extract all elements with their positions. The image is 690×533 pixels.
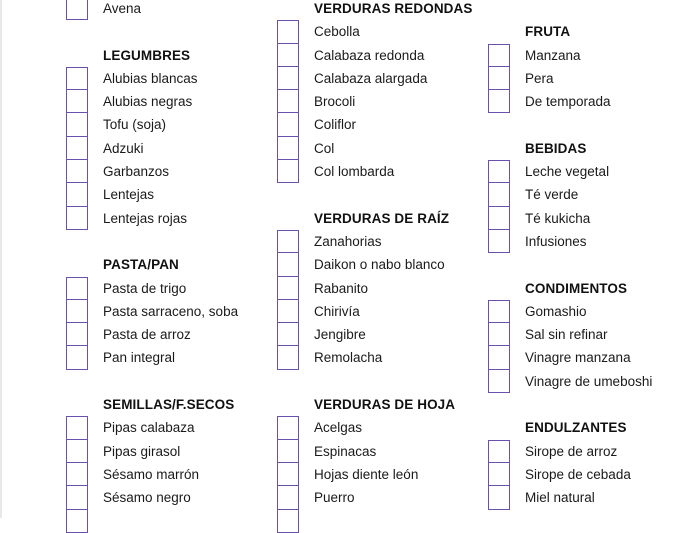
checkbox[interactable]	[277, 90, 299, 113]
item-label: Pan integral	[103, 350, 176, 366]
column-1	[66, 0, 238, 533]
item-label: Calabaza alargada	[314, 70, 428, 86]
list-item[interactable]	[488, 323, 652, 346]
checkbox[interactable]	[488, 230, 510, 253]
checkbox[interactable]	[66, 183, 88, 206]
list-item[interactable]	[66, 113, 238, 136]
list-item[interactable]	[488, 67, 652, 90]
item-label: Sésamo negro	[103, 490, 191, 506]
list-item[interactable]	[277, 300, 472, 323]
list-item[interactable]	[66, 440, 238, 463]
section-title: FRUTA	[525, 24, 571, 40]
item-label: Acelgas	[314, 420, 363, 436]
checkbox[interactable]	[66, 300, 88, 323]
checkbox[interactable]	[66, 137, 88, 160]
item-label: Coliflor	[314, 117, 357, 133]
list-item[interactable]	[277, 463, 472, 486]
list-item[interactable]	[66, 67, 238, 90]
list-item[interactable]	[277, 323, 472, 346]
item-label: Col	[314, 140, 335, 156]
list-item[interactable]	[66, 323, 238, 346]
item-label: Sésamo marrón	[103, 466, 200, 482]
item-label: Miel natural	[525, 490, 595, 506]
list-item[interactable]	[277, 20, 472, 43]
list-item[interactable]	[277, 510, 472, 533]
item-label: Remolacha	[314, 350, 383, 366]
checkbox[interactable]	[66, 486, 88, 509]
checkbox[interactable]	[277, 253, 299, 276]
item-label: Manzana	[525, 47, 581, 63]
list-item[interactable]	[277, 346, 472, 369]
checkbox[interactable]	[488, 346, 510, 369]
item-label: Lentejas	[103, 187, 155, 203]
section-title: VERDURAS DE HOJA	[314, 397, 456, 413]
list-item[interactable]	[66, 207, 238, 230]
item-label: Gomashio	[525, 303, 587, 319]
item-label: Pasta de trigo	[103, 280, 187, 296]
list-item[interactable]	[488, 207, 652, 230]
checkbox[interactable]	[277, 323, 299, 346]
checkbox[interactable]	[277, 67, 299, 90]
item-label: Espinacas	[314, 443, 377, 459]
list-item[interactable]	[277, 67, 472, 90]
item-label: Sirope de cebada	[525, 466, 631, 482]
list-item[interactable]	[277, 277, 472, 300]
item-label: Sirope de arroz	[525, 443, 618, 459]
section-title: VERDURAS DE RAÍZ	[314, 210, 450, 226]
item-label: Leche vegetal	[525, 164, 610, 180]
item-label: Rabanito	[314, 280, 369, 296]
list-item[interactable]	[66, 160, 238, 183]
list-item[interactable]	[277, 440, 472, 463]
list-item[interactable]	[488, 183, 652, 206]
item-label: Alubias negras	[103, 94, 193, 110]
item-label	[88, 510, 103, 533]
item-label: Cebolla	[314, 24, 360, 40]
checkbox[interactable]	[66, 416, 88, 439]
item-label: Chirivía	[314, 303, 360, 319]
section-title: PASTA/PAN	[103, 257, 179, 273]
item-label: De temporada	[525, 94, 611, 110]
list-item[interactable]	[277, 113, 472, 136]
item-label	[299, 510, 314, 533]
checkbox[interactable]	[488, 463, 510, 486]
list-item[interactable]	[277, 416, 472, 439]
item-label: Puerro	[314, 490, 355, 506]
item-label: Lentejas rojas	[103, 210, 188, 226]
checkbox[interactable]	[277, 277, 299, 300]
checkbox[interactable]	[488, 160, 510, 183]
list-item[interactable]	[277, 230, 472, 253]
checkbox[interactable]	[277, 44, 299, 67]
checkbox[interactable]	[488, 207, 510, 230]
checkbox[interactable]	[66, 113, 88, 136]
checkbox[interactable]	[277, 230, 299, 253]
list-item[interactable]	[488, 370, 652, 393]
item-label: Vinagre manzana	[525, 350, 631, 366]
checkbox[interactable]	[488, 440, 510, 463]
checkbox[interactable]	[66, 90, 88, 113]
item-label: Infusiones	[525, 233, 587, 249]
checkbox[interactable]	[277, 113, 299, 136]
list-item[interactable]	[277, 253, 472, 276]
checkbox[interactable]	[277, 416, 299, 439]
checkbox[interactable]	[488, 370, 510, 393]
checkbox[interactable]	[66, 440, 88, 463]
item-label: Garbanzos	[103, 164, 170, 180]
item-label: Pipas girasol	[103, 443, 181, 459]
section-title: ENDULZANTES	[525, 420, 627, 436]
list-item[interactable]	[488, 346, 652, 369]
checkbox[interactable]	[66, 346, 88, 369]
list-item[interactable]	[488, 230, 652, 253]
item-label: Hojas diente león	[314, 466, 419, 482]
list-item[interactable]	[488, 486, 652, 509]
section-title: CONDIMENTOS	[525, 280, 628, 296]
checkbox[interactable]	[277, 160, 299, 183]
item-label: Sal sin refinar	[525, 327, 608, 343]
checkbox[interactable]	[488, 300, 510, 323]
section-title: BEBIDAS	[525, 140, 587, 156]
item-label: Alubias blancas	[103, 70, 198, 86]
list-item[interactable]	[488, 300, 652, 323]
list-item[interactable]	[66, 300, 238, 323]
checkbox[interactable]	[66, 323, 88, 346]
section-title: LEGUMBRES	[103, 47, 191, 63]
checkbox[interactable]	[66, 67, 88, 90]
list-item[interactable]	[488, 44, 652, 67]
page-edge	[0, 0, 2, 518]
item-label: Té verde	[525, 187, 579, 203]
list-item[interactable]	[66, 90, 238, 113]
checkbox[interactable]	[66, 463, 88, 486]
checkbox[interactable]	[277, 486, 299, 509]
list-item[interactable]	[277, 44, 472, 67]
item-label: Daikon o nabo blanco	[314, 257, 445, 273]
list-item[interactable]	[66, 486, 238, 509]
checkbox[interactable]	[66, 0, 88, 20]
item-label: Té kukicha	[525, 210, 591, 226]
list-item[interactable]	[277, 486, 472, 509]
checkbox[interactable]	[488, 90, 510, 113]
checkbox[interactable]	[277, 463, 299, 486]
item-label: Avena	[103, 1, 142, 16]
item-label: Adzuki	[103, 140, 144, 156]
item-label: Pasta de arroz	[103, 327, 191, 343]
checkbox[interactable]	[66, 207, 88, 230]
checkbox[interactable]	[488, 323, 510, 346]
list-item[interactable]	[66, 416, 238, 439]
item-label: Pera	[525, 70, 554, 86]
checkbox[interactable]	[488, 67, 510, 90]
list-item[interactable]	[277, 137, 472, 160]
list-item[interactable]	[66, 346, 238, 369]
checkbox[interactable]	[66, 277, 88, 300]
item-label: Jengibre	[314, 327, 366, 343]
checkbox[interactable]	[488, 486, 510, 509]
checkbox[interactable]	[488, 183, 510, 206]
list-item[interactable]	[488, 160, 652, 183]
list-item[interactable]	[66, 277, 238, 300]
checkbox[interactable]	[277, 440, 299, 463]
section-title: SEMILLAS/F.SECOS	[103, 397, 235, 413]
list-item[interactable]	[66, 463, 238, 486]
checkbox[interactable]	[277, 300, 299, 323]
item-label: Pasta sarraceno, soba	[103, 303, 239, 319]
list-item[interactable]	[66, 510, 238, 533]
checkbox[interactable]	[277, 20, 299, 43]
column-3	[488, 20, 652, 509]
checkbox[interactable]	[66, 510, 88, 533]
list-item[interactable]	[66, 183, 238, 206]
list-item[interactable]	[66, 137, 238, 160]
item-label: Tofu (soja)	[103, 117, 167, 133]
checkbox[interactable]	[277, 137, 299, 160]
item-label: Pipas calabaza	[103, 420, 195, 436]
list-item[interactable]	[66, 0, 238, 20]
checkbox[interactable]	[277, 346, 299, 369]
list-item[interactable]	[277, 90, 472, 113]
list-item[interactable]	[488, 90, 652, 113]
list-item[interactable]	[488, 440, 652, 463]
section-title: VERDURAS REDONDAS	[314, 1, 473, 16]
checkbox[interactable]	[488, 44, 510, 67]
item-label: Zanahorias	[314, 233, 382, 249]
checkbox[interactable]	[277, 510, 299, 533]
item-label: Calabaza redonda	[314, 47, 425, 63]
item-label: Vinagre de umeboshi	[525, 373, 653, 389]
column-2	[277, 0, 472, 533]
checkbox[interactable]	[66, 160, 88, 183]
item-label: Col lombarda	[314, 164, 395, 180]
list-item[interactable]	[277, 160, 472, 183]
item-label: Brocoli	[314, 94, 356, 110]
list-item[interactable]	[488, 463, 652, 486]
